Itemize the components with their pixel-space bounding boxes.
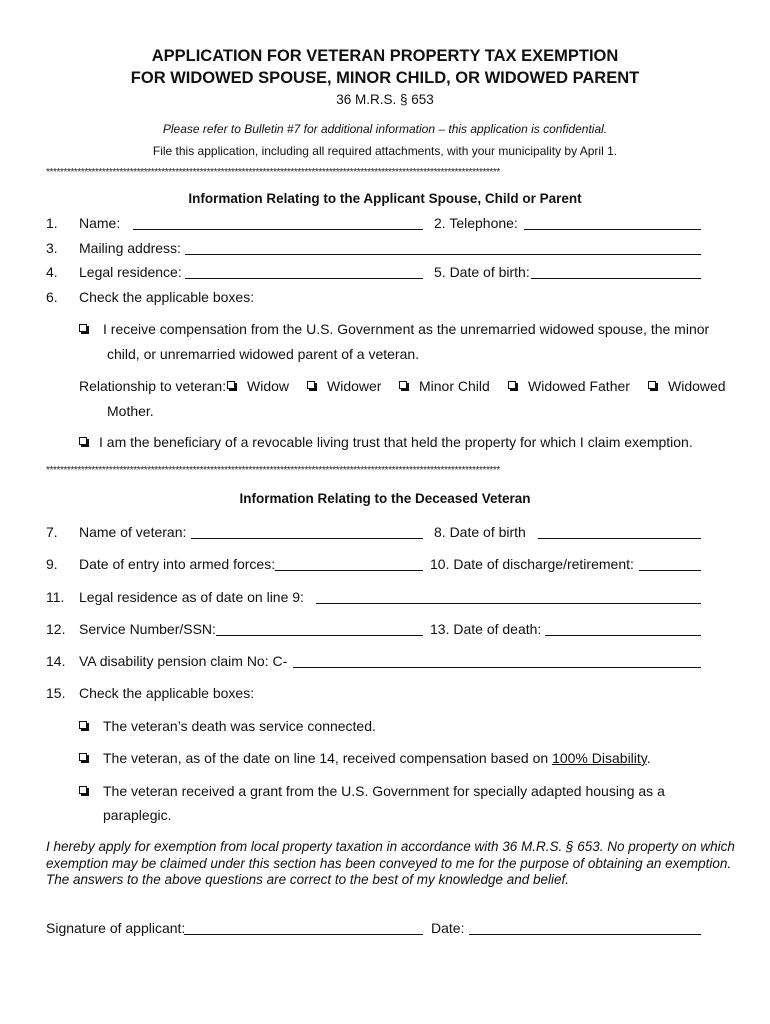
widowed-father-checkbox[interactable] [508, 381, 516, 389]
field-number: 15. [46, 685, 66, 701]
mailing-address-input-line[interactable] [185, 254, 701, 255]
separator-2: ********************************************************************************************************************************** [46, 466, 500, 476]
compensation-text-line2: child, or unremarried widowed parent of a veteran. [107, 346, 420, 362]
field-number: 3. [46, 240, 58, 256]
check-boxes-instruction: Check the applicable boxes: [79, 289, 255, 305]
veteran-name-input-line[interactable] [191, 538, 423, 539]
widower-checkbox[interactable] [307, 381, 315, 389]
service-number-label: Service Number/SSN: [79, 621, 216, 637]
housing-grant-text-line1: The veteran received a grant from the U.S. Government for specially adapted housing as a [103, 783, 665, 799]
signature-date-input-line[interactable] [469, 934, 701, 935]
veteran-dob-label: 8. Date of birth [434, 524, 526, 540]
widowed-mother-label-wrap: Mother. [107, 403, 154, 419]
certification-statement: I hereby apply for exemption from local property taxation in accordance with 36 M.R.S. § 653. No property on which exemption may be claimed under this section has been conveyed to me for the purpose of obtaining an exemption. The answers to the above questions are correct to the best of my knowledge and belief. [46, 839, 735, 887]
field-number: 6. [46, 289, 58, 305]
bulletin-note: Please refer to Bulletin #7 for additional information – this application is confidential. [162, 122, 608, 136]
signature-label: Signature of applicant: [46, 920, 186, 936]
widowed-mother-checkbox[interactable] [648, 381, 656, 389]
date-of-birth-input-line[interactable] [531, 278, 701, 279]
full-disability-text: The veteran, as of the date on line 14, received compensation based on 100% Disability. [103, 750, 651, 766]
va-claim-input-line[interactable] [293, 667, 701, 668]
trust-checkbox[interactable] [79, 437, 87, 445]
legal-residence-label: Legal residence: [79, 264, 182, 280]
name-label: Name: [79, 215, 121, 231]
field-number: 4. [46, 264, 58, 280]
veteran-residence-input-line[interactable] [316, 603, 701, 604]
widowed-mother-label: Widowed [668, 378, 726, 394]
compensation-text-line1: I receive compensation from the U.S. Government as the unremarried widowed spouse, the minor [103, 321, 710, 337]
veteran-check-instruction: Check the applicable boxes: [79, 685, 255, 701]
signature-date-label: Date: [431, 920, 465, 936]
widower-label: Widower [327, 378, 382, 394]
field-number: 9. [46, 556, 58, 572]
field-number: 14. [46, 653, 66, 669]
field-number: 7. [46, 524, 58, 540]
discharge-date-input-line[interactable] [639, 570, 701, 571]
relationship-label: Relationship to veteran: [79, 378, 227, 394]
veteran-section-heading: Information Relating to the Deceased Veteran [239, 491, 531, 506]
va-claim-label: VA disability pension claim No: C- [79, 653, 288, 669]
mailing-address-label: Mailing address: [79, 240, 181, 256]
service-connected-checkbox[interactable] [79, 721, 87, 729]
legal-residence-input-line[interactable] [185, 278, 423, 279]
widowed-father-label: Widowed Father [528, 378, 630, 394]
full-disability-checkbox[interactable] [79, 753, 87, 761]
housing-grant-checkbox[interactable] [79, 786, 87, 794]
entry-date-input-line[interactable] [275, 570, 423, 571]
field-number: 12. [46, 621, 66, 637]
widow-label: Widow [247, 378, 290, 394]
telephone-label: 2. Telephone: [434, 215, 518, 231]
field-number: 1. [46, 215, 58, 231]
minor-child-label: Minor Child [419, 378, 490, 394]
applicant-section-heading: Information Relating to the Applicant Spouse, Child or Parent [188, 191, 582, 206]
veteran-dob-input-line[interactable] [538, 538, 701, 539]
service-connected-text: The veteran’s death was service connected. [103, 718, 376, 734]
date-of-death-label: 13. Date of death: [430, 621, 542, 637]
discharge-date-label: 10. Date of discharge/retirement: [430, 556, 634, 572]
minor-child-checkbox[interactable] [399, 381, 407, 389]
statute-reference: 36 M.R.S. § 653 [336, 92, 434, 107]
filing-instruction: File this application, including all required attachments, with your municipality by April 1. [152, 144, 618, 158]
compensation-checkbox[interactable] [79, 324, 87, 332]
telephone-input-line[interactable] [524, 229, 701, 230]
veteran-residence-label: Legal residence as of date on line 9: [79, 589, 304, 605]
field-number: 11. [46, 589, 65, 605]
separator-1: ********************************************************************************************************************************** [46, 168, 500, 178]
name-input-line[interactable] [133, 229, 423, 230]
date-of-birth-label: 5. Date of birth: [434, 264, 530, 280]
date-of-death-input-line[interactable] [545, 635, 701, 636]
form-title-line2: FOR WIDOWED SPOUSE, MINOR CHILD, OR WIDOWED PARENT [130, 69, 640, 87]
housing-grant-text-line2: paraplegic. [103, 807, 172, 823]
service-number-input-line[interactable] [216, 635, 423, 636]
full-disability-underlined: 100% Disability [552, 750, 647, 766]
veteran-name-label: Name of veteran: [79, 524, 187, 540]
widow-checkbox[interactable] [227, 381, 235, 389]
entry-date-label: Date of entry into armed forces: [79, 556, 276, 572]
signature-input-line[interactable] [184, 934, 423, 935]
form-title-line1: APPLICATION FOR VETERAN PROPERTY TAX EXEMPTION [151, 47, 619, 65]
trust-text: I am the beneficiary of a revocable living trust that held the property for which I claim exemption. [99, 434, 693, 450]
